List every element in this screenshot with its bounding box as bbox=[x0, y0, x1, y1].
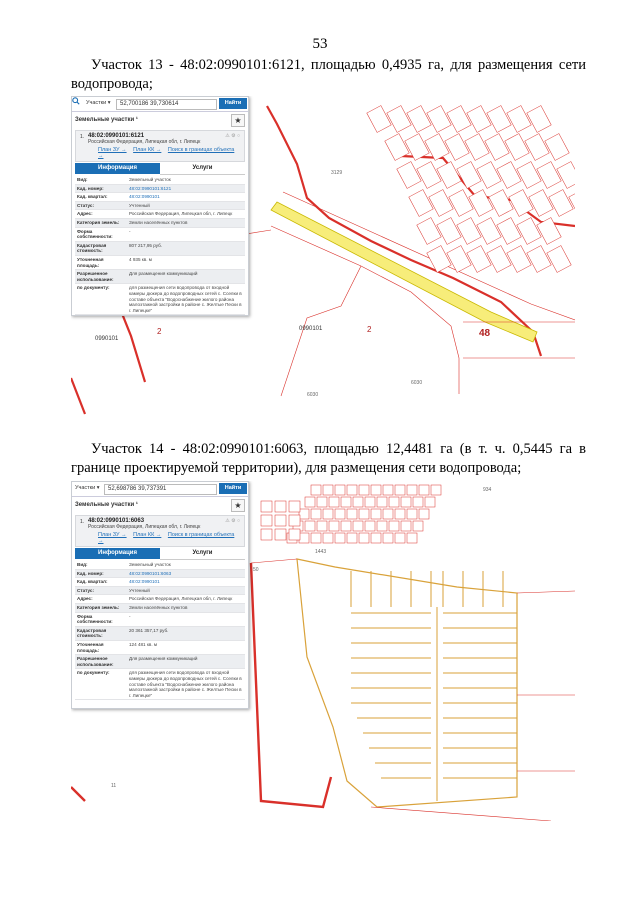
link-plan-kk[interactable]: План КК → bbox=[133, 532, 162, 538]
attribute-value: - bbox=[129, 228, 131, 234]
attribute-table bbox=[75, 176, 245, 315]
attribute-value: Для размещения коммуникаций bbox=[129, 656, 198, 662]
attribute-row bbox=[75, 284, 245, 315]
attribute-key: Статус: bbox=[77, 587, 95, 593]
coordinates-input[interactable]: 52,698786 39,737391 bbox=[104, 484, 217, 495]
attribute-key: Категория земель: bbox=[77, 219, 120, 225]
attribute-row bbox=[75, 595, 245, 604]
coordinates-input[interactable]: 52,700186 39,730614 bbox=[116, 99, 217, 110]
map-label-11: 11 bbox=[111, 783, 117, 789]
search-type-select[interactable]: Участки ▾ bbox=[75, 485, 100, 491]
attribute-row bbox=[75, 669, 245, 700]
attribute-value: Для размещения коммуникаций bbox=[129, 271, 198, 277]
search-bar bbox=[72, 482, 248, 497]
attribute-key: Кад. номер: bbox=[77, 185, 104, 191]
card-links bbox=[98, 532, 244, 544]
parcel-card[interactable] bbox=[75, 130, 245, 162]
attribute-row bbox=[75, 176, 245, 185]
find-button[interactable]: Найти bbox=[219, 98, 247, 109]
attribute-key: Кад. квартал: bbox=[77, 579, 108, 585]
attribute-row bbox=[75, 655, 245, 669]
map-screenshot-1 bbox=[71, 96, 575, 424]
attribute-row bbox=[75, 613, 245, 627]
section-title: Земельные участки ¹ bbox=[75, 117, 138, 123]
attribute-value: Российская Федерация, Липецкая обл, г. Липецк bbox=[129, 596, 233, 602]
tab-services[interactable]: Услуги bbox=[160, 548, 245, 560]
section-title: Земельные участки ¹ bbox=[75, 502, 138, 508]
attribute-row bbox=[75, 587, 245, 596]
attribute-key: Разрешенное использование: bbox=[77, 271, 114, 282]
attribute-value: - bbox=[129, 613, 131, 619]
cadastral-number: 48:02:0990101:6121 bbox=[88, 133, 145, 139]
attribute-key: Адрес: bbox=[77, 211, 93, 217]
search-bar bbox=[72, 97, 248, 112]
link-plan-zu[interactable]: План ЗУ → bbox=[98, 532, 127, 538]
card-address: Российская Федерация, Липецкая обл, г. Липецк bbox=[88, 139, 201, 145]
attribute-value: 20 361 357,17 руб. bbox=[129, 627, 169, 633]
attribute-key: по документу: bbox=[77, 670, 110, 676]
attribute-key: Кад. номер: bbox=[77, 570, 104, 576]
attribute-row bbox=[75, 228, 245, 242]
cadastral-number: 48:02:0990101:6063 bbox=[88, 518, 145, 524]
attribute-value: Земли населённых пунктов bbox=[129, 604, 188, 610]
attribute-key: Вид: bbox=[77, 562, 88, 567]
attribute-key: Адрес: bbox=[77, 596, 93, 602]
card-address: Российская Федерация, Липецкая обл, г. Липецк bbox=[88, 524, 201, 530]
attribute-key: Вид: bbox=[77, 177, 88, 182]
attribute-row bbox=[75, 570, 245, 579]
attribute-row bbox=[75, 641, 245, 655]
cadastral-info-panel-2 bbox=[71, 481, 249, 709]
map-label-50: 50 bbox=[253, 567, 259, 573]
attribute-value[interactable]: 48:02:0990101:6063 bbox=[129, 570, 172, 576]
attribute-row bbox=[75, 193, 245, 202]
map-label-6030b: 6030 bbox=[411, 380, 423, 386]
link-plan-zu[interactable]: План ЗУ → bbox=[98, 147, 127, 153]
attribute-value: для размещения сети водопровода от входной камеры дюкера до водопроводных сетей с. Сселки в составе объекта "Водоснабжение жилого района малоэтажной застройки в районе с. Желтые Пески в г. Липецке" bbox=[129, 670, 242, 698]
attribute-key: Кад. квартал: bbox=[77, 194, 108, 200]
attribute-row bbox=[75, 242, 245, 256]
search-type-select[interactable]: Участки ▾ bbox=[86, 100, 111, 106]
attribute-value[interactable]: 48:02:0990101:6121 bbox=[129, 185, 172, 191]
section-1-text-body: Участок 13 - 48:02:0990101:6121, площадью 0,4935 га, для размещения сети водопровода; bbox=[71, 57, 586, 92]
page-number: 53 bbox=[312, 36, 328, 52]
attribute-table bbox=[75, 561, 245, 700]
map-label-6030: 6030 bbox=[307, 392, 319, 398]
attribute-row bbox=[75, 604, 245, 613]
attribute-key: Кадастровая стоимость: bbox=[77, 242, 107, 254]
tab-information[interactable]: Информация bbox=[75, 548, 160, 559]
map-label-3129: 3129 bbox=[331, 170, 343, 176]
attribute-value[interactable]: 48:02:0990101 bbox=[129, 579, 160, 585]
attribute-value: 4 935 кв. м bbox=[129, 256, 152, 262]
section-2-text bbox=[71, 440, 586, 478]
attribute-key: Форма собственности: bbox=[77, 613, 113, 625]
map-label-quarter-right: 0990101 bbox=[299, 326, 323, 332]
attribute-value: 124 481 кв. м bbox=[129, 641, 158, 647]
card-tools-icon[interactable]: ⚠ ⚙ ○ bbox=[225, 133, 240, 139]
attribute-row bbox=[75, 219, 245, 228]
attribute-key: Форма собственности: bbox=[77, 228, 113, 240]
map-label-two-right: 2 bbox=[367, 325, 372, 334]
parcel-card[interactable] bbox=[75, 515, 245, 547]
tab-information[interactable]: Информация bbox=[75, 163, 160, 174]
attribute-row bbox=[75, 627, 245, 641]
attribute-value: Земли населённых пунктов bbox=[129, 219, 188, 225]
map-label-1443: 1443 bbox=[315, 549, 327, 555]
section-2-text-body: Участок 14 - 48:02:0990101:6063, площадью 12,4481 га (в т. ч. 0,5445 га в границе проектируемой территории), для размещения сети водопровода; bbox=[71, 441, 586, 476]
attribute-value: Учтенный bbox=[129, 587, 150, 593]
attribute-value: Земельный участок bbox=[129, 177, 171, 182]
tab-services[interactable]: Услуги bbox=[160, 163, 245, 175]
map-label-district: 48 bbox=[479, 328, 491, 339]
link-search-bounds[interactable]: Поиск в границах объекта → bbox=[98, 147, 235, 159]
attribute-value: 807 217,95 руб. bbox=[129, 242, 163, 248]
tabs bbox=[75, 548, 245, 559]
map-screenshot-2 bbox=[71, 481, 575, 821]
favorite-star-button[interactable]: ★ bbox=[231, 114, 245, 127]
map-label-two-left: 2 bbox=[157, 327, 162, 336]
card-index: 1. bbox=[80, 134, 85, 140]
attribute-value: Земельный участок bbox=[129, 562, 171, 567]
search-icon[interactable] bbox=[72, 97, 80, 105]
tabs bbox=[75, 163, 245, 174]
map-label-934: 934 bbox=[483, 487, 492, 493]
attribute-row bbox=[75, 270, 245, 284]
link-plan-kk[interactable]: План КК → bbox=[133, 147, 162, 153]
favorite-star-button[interactable]: ★ bbox=[231, 499, 245, 512]
link-search-bounds[interactable]: Поиск в границах объекта → bbox=[98, 532, 235, 544]
attribute-key: Статус: bbox=[77, 202, 95, 208]
attribute-row bbox=[75, 561, 245, 570]
section-1-text bbox=[71, 56, 586, 94]
attribute-key: по документу: bbox=[77, 285, 110, 291]
cadastral-info-panel-1 bbox=[71, 96, 249, 316]
attribute-value[interactable]: 48:02:0990101 bbox=[129, 194, 160, 200]
card-links bbox=[98, 147, 244, 159]
attribute-row bbox=[75, 210, 245, 219]
find-button[interactable]: Найти bbox=[219, 483, 247, 494]
card-index: 1. bbox=[80, 519, 85, 525]
attribute-key: Уточненная площадь: bbox=[77, 641, 104, 653]
attribute-row bbox=[75, 578, 245, 587]
attribute-value: Учтенный bbox=[129, 202, 150, 208]
attribute-value: Российская Федерация, Липецкая обл, г. Липецк bbox=[129, 211, 233, 217]
attribute-row bbox=[75, 256, 245, 270]
attribute-key: Кадастровая стоимость: bbox=[77, 627, 107, 639]
attribute-key: Категория земель: bbox=[77, 604, 120, 610]
attribute-value: для размещения сети водопровода от входной камеры дюкера до водопроводных сетей с. Сселки в составе объекта "Водоснабжение жилого района малоэтажной застройки в районе с. Желтые Пески в г. Липецке" bbox=[129, 285, 242, 313]
card-tools-icon[interactable]: ⚠ ⚙ ○ bbox=[225, 518, 240, 524]
attribute-row bbox=[75, 202, 245, 211]
attribute-row bbox=[75, 185, 245, 194]
attribute-key: Уточненная площадь: bbox=[77, 256, 104, 268]
map-label-quarter: 0990101 bbox=[95, 336, 119, 342]
attribute-key: Разрешенное использование: bbox=[77, 656, 114, 667]
